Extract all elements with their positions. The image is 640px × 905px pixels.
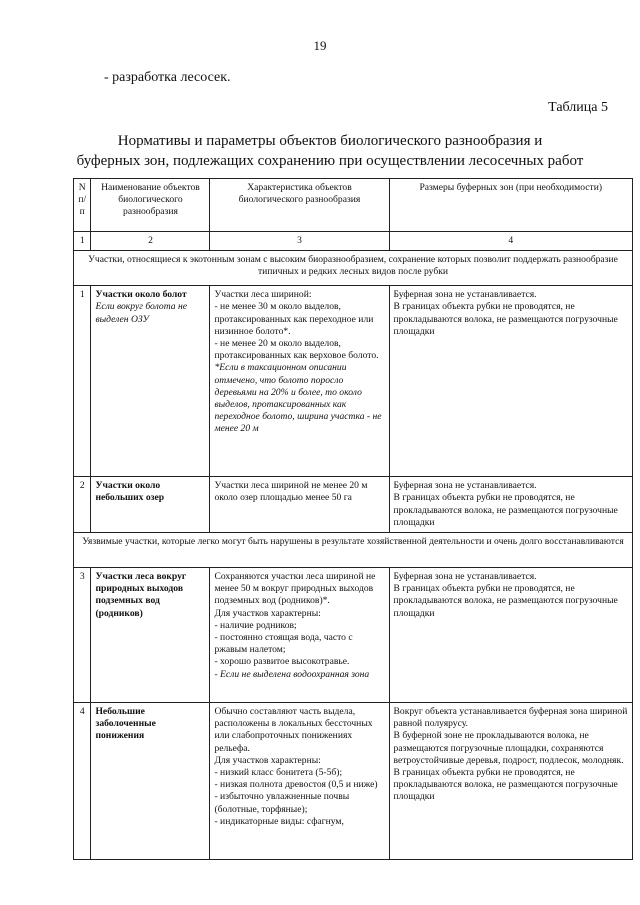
characteristic-cell — [210, 703, 389, 860]
column-number: 1 — [74, 232, 91, 251]
characteristic-line: Участки леса шириной: — [214, 289, 312, 301]
buffer-cell — [389, 477, 632, 533]
characteristic-line: - наличие родников; — [214, 619, 297, 631]
column-number: 3 — [210, 232, 389, 251]
column-number: 2 — [91, 232, 210, 251]
header-object: Наименование объектов биологического разнообразия — [91, 179, 210, 232]
header-buffer: Размеры буферных зон (при необходимости) — [389, 179, 632, 232]
column-number-row — [74, 232, 633, 251]
buffer-cell — [389, 568, 632, 703]
object-note: Если вокруг болота не выделен ОЗУ — [95, 301, 187, 325]
table-caption: Таблица 5 — [548, 100, 608, 115]
object-name: Участки леса вокруг природных выходов подземных вод (родников) — [95, 571, 187, 619]
page-number: 19 — [313, 38, 327, 53]
buffer-line: Буферная зона не устанавливается. — [393, 289, 537, 301]
table-row — [74, 286, 633, 477]
row-number: 3 — [74, 568, 91, 703]
characteristic-cell — [210, 286, 389, 477]
buffer-line: Буферная зона не устанавливается. — [393, 571, 537, 583]
characteristic-line: - не менее 30 м около выделов, протаксированных как переходное или низинное болото*. — [214, 301, 374, 337]
buffer-line: Буферная зона не устанавливается. — [393, 480, 537, 492]
object-name: Участки около небольших озер — [95, 480, 165, 504]
section-heading: Уязвимые участки, которые легко могут быть нарушены в результате хозяйственной деятельности и очень долго восстанавливаются — [74, 533, 633, 568]
section-heading: Участки, относящиеся к экотонным зонам с высоким биоразнообразием, сохранение которых позволит поддержать разнообразие типичных и редких лесных видов после рубки — [74, 251, 633, 286]
buffer-line: Вокруг объекта устанавливается буферная зона шириной равной полуярусу. — [393, 706, 628, 730]
buffer-line: В границах объекта рубки не проводятся, не прокладываются волока, не размещаются погрузочные площадки — [393, 301, 618, 337]
object-cell — [91, 477, 210, 533]
characteristic-note: - Если не выделена водоохранная зона — [214, 668, 370, 680]
characteristic-line: - низкий класс бонитета (5-5б); — [214, 767, 343, 779]
characteristic-line: - постоянно стоящая вода, часто с ржавым налетом; — [214, 632, 353, 656]
title-line-2: буферных зон, подлежащих сохранению при осуществлении лесосечных работ — [76, 153, 584, 169]
row-number: 4 — [74, 703, 91, 860]
table-row — [74, 568, 633, 703]
buffer-line: В границах объекта рубки не проводятся, не прокладываются волока, не размещаются погрузочные площадки — [393, 583, 618, 619]
buffer-cell — [389, 286, 632, 477]
buffer-line: В границах объекта рубки не проводятся, не прокладываются волока, не размещаются погрузочные площадки — [393, 492, 618, 528]
title-line-1: Нормативы и параметры объектов биологического разнообразия и — [117, 133, 543, 149]
characteristic-line: Обычно составляют часть выдела, расположены в локальных бессточных или слабопроточных понижениях рельефа. — [214, 706, 373, 754]
characteristic-line: - низкая полнота древостоя (0,5 и ниже) — [214, 779, 378, 791]
characteristic-line: - хорошо развитое высокотравье. — [214, 656, 350, 668]
section-row — [74, 251, 633, 286]
characteristic-line: Для участков характерны: — [214, 754, 321, 766]
object-cell — [91, 568, 210, 703]
characteristic-note: *Если в таксационном описании отмечено, что болото поросло деревьями на 20% и более, то около выделов, протаксированных как переходное болото, ширина участка - не менее 20 м — [214, 362, 382, 435]
buffer-line: В буферной зоне не прокладываются волока, не размещаются погрузочные площадки, сохраняются ветроустойчивые деревья, подрост, подлесок, молодняк. — [393, 730, 624, 766]
header-num: N п/п — [74, 179, 91, 232]
characteristic-line: - избыточно увлажненные почвы (болотные, торфяные); — [214, 791, 350, 815]
object-cell — [91, 703, 210, 860]
intro-line: - разработка лесосек. — [104, 70, 231, 85]
norms-table — [73, 178, 633, 860]
characteristic-cell — [210, 477, 389, 533]
row-number: 1 — [74, 286, 91, 477]
buffer-line: В границах объекта рубки не проводятся, не прокладываются волока, не размещаются погрузочные площадки — [393, 767, 618, 803]
table-header-row — [74, 179, 633, 232]
table-row — [74, 477, 633, 533]
object-name: Участки около болот — [95, 289, 187, 301]
header-characteristic: Характеристика объектов биологического разнообразия — [210, 179, 389, 232]
document-title — [60, 131, 600, 171]
buffer-cell — [389, 703, 632, 860]
object-cell — [91, 286, 210, 477]
section-row — [74, 533, 633, 568]
characteristic-line: Для участков характерны: — [214, 607, 321, 619]
characteristic-line: - индикаторные виды: сфагнум, — [214, 815, 344, 827]
table-row — [74, 703, 633, 860]
characteristic-line: Сохраняются участки леса шириной не менее 50 м вокруг природных выходов подземных вод (родников)*. — [214, 571, 376, 607]
column-number: 4 — [389, 232, 632, 251]
object-name: Небольшие заболоченные понижения — [95, 706, 156, 742]
row-number: 2 — [74, 477, 91, 533]
characteristic-cell — [210, 568, 389, 703]
characteristic-line: Участки леса шириной не менее 20 м около озер площадью менее 50 га — [214, 480, 368, 504]
characteristic-line: - не менее 20 м около выделов, протаксированных как верховое болото. — [214, 338, 379, 362]
